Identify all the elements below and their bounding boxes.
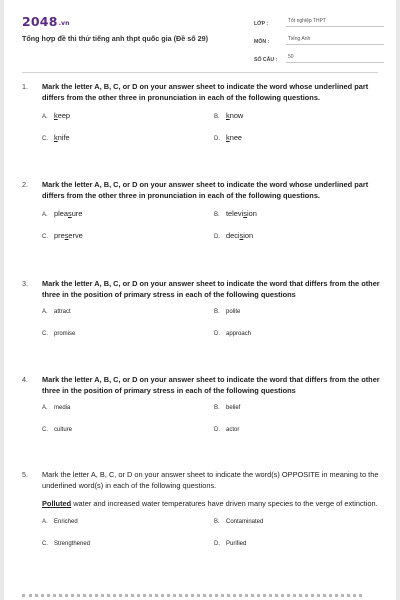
option-b[interactable] xyxy=(214,404,240,411)
option-letter: A. xyxy=(42,405,48,412)
logo-text: 2048 xyxy=(22,14,58,29)
option-word: preserve xyxy=(54,231,83,241)
question-3 xyxy=(22,279,384,362)
option-c[interactable] xyxy=(42,133,70,142)
option-d[interactable] xyxy=(214,426,239,433)
meta-value: Tiếng Anh xyxy=(286,36,384,45)
option-word: Enriched xyxy=(54,518,78,525)
option-d[interactable] xyxy=(214,330,251,337)
answer-options xyxy=(42,111,384,165)
option-word: actor xyxy=(226,427,240,434)
option-letter: C. xyxy=(42,234,48,241)
option-word: Purified xyxy=(226,540,247,547)
option-letter: B. xyxy=(214,518,220,525)
meta-row-count xyxy=(254,49,384,63)
meta-value: Tốt nghiệp THPT xyxy=(286,18,384,27)
option-a[interactable] xyxy=(42,404,70,411)
option-word: pleasure xyxy=(54,209,83,219)
question-number: 4. xyxy=(22,375,28,384)
question-text: Mark the letter A, B, C, or D on your answer sheet to indicate the word(s) OPPOSITE in meaning to the underlined word(s) in each of the following questions. xyxy=(42,470,379,490)
question-1 xyxy=(22,82,384,165)
option-b[interactable] xyxy=(214,518,263,525)
question-number: 1. xyxy=(22,82,28,91)
header-divider xyxy=(22,72,378,73)
option-c[interactable] xyxy=(42,540,90,547)
question-number: 5. xyxy=(22,470,28,479)
question-4 xyxy=(22,375,384,458)
document-title: Tổng hợp đề thi thử tiếng anh thpt quốc gia (Đề số 29) xyxy=(22,34,208,43)
option-a[interactable] xyxy=(42,518,78,525)
option-b[interactable] xyxy=(214,209,257,218)
option-b[interactable] xyxy=(214,308,240,315)
option-letter: A. xyxy=(42,309,48,316)
question-5 xyxy=(22,470,384,572)
option-a[interactable] xyxy=(42,308,71,315)
meta-row-class xyxy=(254,13,384,27)
option-word: approach xyxy=(226,331,252,338)
option-letter: A. xyxy=(42,518,48,525)
question-text: Mark the letter A, B, C, or D on your answer sheet to indicate the word that differs from the other three in the position of primary stress in each of the following questions xyxy=(42,279,380,299)
question-text: Mark the letter A, B, C, or D on your answer sheet to indicate the word that differs from the other three in the position of primary stress in each of the following questions xyxy=(42,375,380,395)
option-d[interactable] xyxy=(214,133,242,142)
meta-key: MÔN : xyxy=(254,39,270,45)
answer-options xyxy=(42,209,384,263)
option-word: attract xyxy=(54,309,71,316)
option-letter: D. xyxy=(214,427,220,434)
option-letter: D. xyxy=(214,540,220,547)
option-a[interactable] xyxy=(42,209,82,218)
option-letter: C. xyxy=(42,331,48,338)
option-word: media xyxy=(54,405,71,412)
answer-options xyxy=(42,518,384,572)
option-letter: D. xyxy=(214,331,220,338)
answer-options xyxy=(42,404,384,458)
site-logo[interactable] xyxy=(22,14,70,29)
meta-row-subject xyxy=(254,31,384,45)
option-word: keep xyxy=(54,111,71,121)
option-letter: C. xyxy=(42,540,48,547)
document-header xyxy=(4,0,396,68)
option-letter: D. xyxy=(214,234,220,241)
option-c[interactable] xyxy=(42,231,83,240)
logo-tld: .vn xyxy=(58,20,70,27)
option-word: promise xyxy=(54,331,76,338)
option-letter: B. xyxy=(214,114,220,121)
meta-key: LỚP : xyxy=(254,21,269,27)
option-letter: B. xyxy=(214,212,220,219)
option-letter: B. xyxy=(214,405,220,412)
option-c[interactable] xyxy=(42,426,72,433)
question-text: Mark the letter A, B, C, or D on your answer sheet to indicate the word whose underlined part differs from the other three in pronunciation in each of the following questions. xyxy=(42,180,369,200)
question-number: 2. xyxy=(22,180,28,189)
cut-off-next-question xyxy=(22,594,362,600)
option-word: knife xyxy=(54,133,70,143)
option-d[interactable] xyxy=(214,231,253,240)
option-word: polite xyxy=(226,309,241,316)
option-word: belief xyxy=(226,405,241,412)
option-c[interactable] xyxy=(42,330,75,337)
option-word: television xyxy=(226,209,257,219)
option-word: Contaminated xyxy=(226,518,264,525)
option-letter: A. xyxy=(42,212,48,219)
question-passage xyxy=(42,499,384,510)
option-word: Strengthened xyxy=(54,540,91,547)
option-word: decision xyxy=(226,231,254,241)
meta-table xyxy=(254,13,384,67)
option-word: knee xyxy=(226,133,243,143)
option-a[interactable] xyxy=(42,111,70,120)
option-letter: B. xyxy=(214,309,220,316)
option-d[interactable] xyxy=(214,540,246,547)
question-2 xyxy=(22,180,384,263)
meta-key: SỐ CÂU : xyxy=(254,57,278,63)
option-letter: C. xyxy=(42,427,48,434)
option-letter: A. xyxy=(42,114,48,121)
underlined-word: Polluted xyxy=(42,499,72,509)
option-word: culture xyxy=(54,427,73,434)
question-text: Mark the letter A, B, C, or D on your answer sheet to indicate the word whose underlined part differs from the other three in pronunciation in each of the following questions. xyxy=(42,82,369,102)
passage-text: water and increased water temperatures have driven many species to the verge of extinction. xyxy=(71,499,378,509)
document-page xyxy=(4,0,396,600)
meta-value: 50 xyxy=(286,54,384,63)
option-letter: C. xyxy=(42,136,48,143)
option-b[interactable] xyxy=(214,111,243,120)
option-word: know xyxy=(226,111,244,121)
answer-options xyxy=(42,308,384,362)
option-letter: D. xyxy=(214,136,220,143)
question-number: 3. xyxy=(22,279,28,288)
